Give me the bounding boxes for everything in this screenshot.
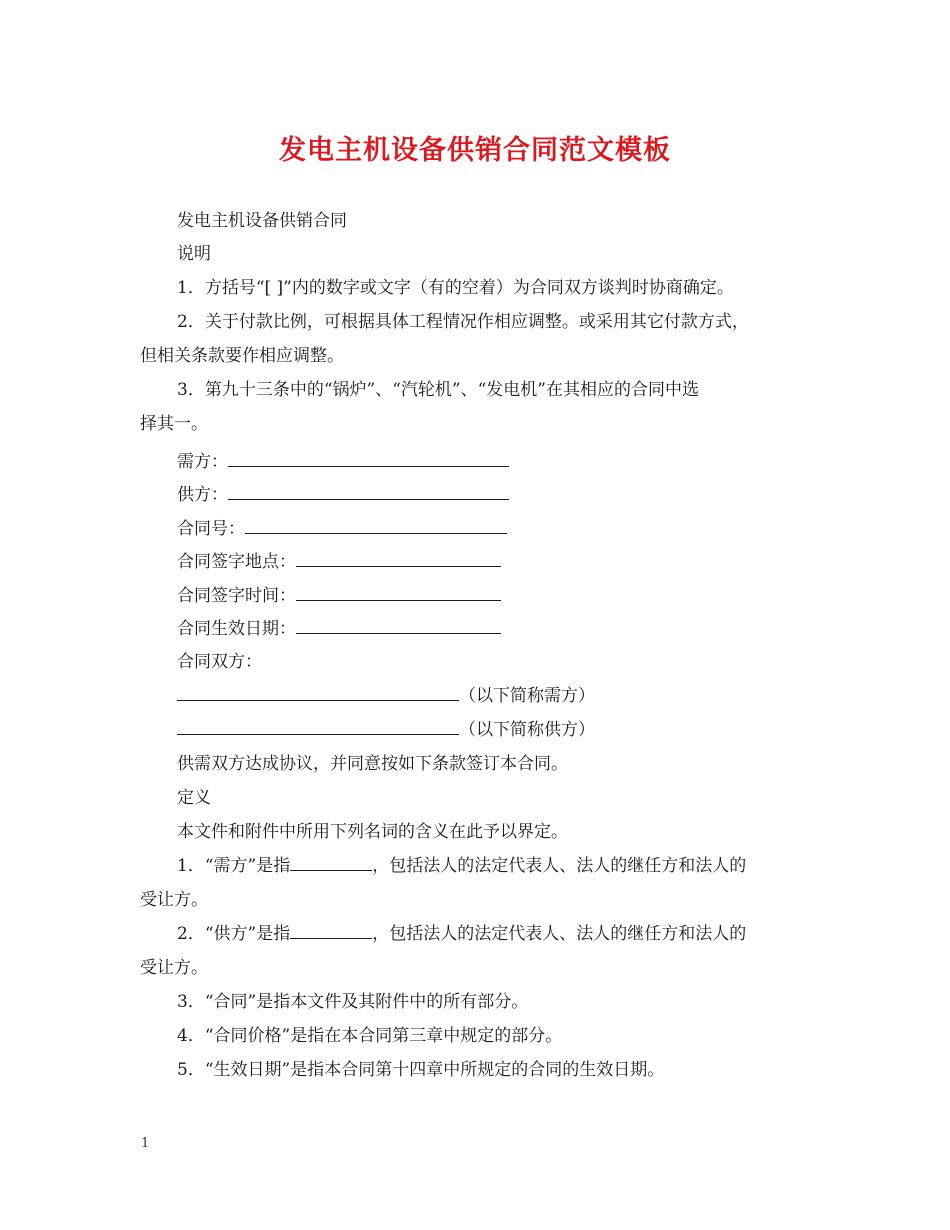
- effective-date-field: [177, 618, 501, 640]
- document-title: 发电主机设备供销合同范文模板: [279, 135, 671, 166]
- seller-alias: （以下简称供方）: [459, 720, 595, 740]
- sign-time-field: [177, 585, 501, 607]
- page-number: 1: [141, 1136, 150, 1151]
- seller-field: [177, 484, 509, 506]
- note-2-line-1: 2．关于付款比例，可根据具体工程情况作相应调整。或采用其它付款方式，: [177, 312, 749, 332]
- note-label: 说明: [177, 244, 211, 264]
- sign-place-blank[interactable]: [296, 551, 501, 567]
- seller-party-line: [177, 719, 595, 741]
- seller-blank[interactable]: [228, 484, 509, 500]
- buyer-party-line: [177, 685, 595, 707]
- note-3-line-2: 择其一。: [140, 414, 208, 434]
- buyer-alias: （以下简称需方）: [459, 686, 595, 706]
- definition-intro: 本文件和附件中所用下列名词的含义在此予以界定。: [177, 822, 568, 842]
- buyer-field: [177, 451, 509, 473]
- buyer-party-blank[interactable]: [177, 685, 459, 701]
- agreement-text: 供需双方达成协议，并同意按如下条款签订本合同。: [177, 754, 568, 774]
- seller-label: 供方：: [177, 485, 228, 505]
- seller-party-blank[interactable]: [177, 719, 459, 735]
- definition-4: 4．“合同价格”是指在本合同第三章中规定的部分。: [177, 1026, 563, 1046]
- sign-place-field: [177, 551, 501, 573]
- definition-3: 3．“合同”是指本文件及其附件中的所有部分。: [177, 992, 529, 1012]
- definition-label: 定义: [177, 788, 211, 808]
- effective-date-label: 合同生效日期：: [177, 619, 296, 639]
- contract-no-label: 合同号：: [177, 519, 245, 539]
- sign-time-label: 合同签字时间：: [177, 586, 296, 606]
- definition-2-line-1: [177, 923, 746, 945]
- definition-2-blank[interactable]: [290, 923, 372, 939]
- note-2-line-2: 但相关条款要作相应调整。: [140, 346, 344, 366]
- definition-1-suffix: ，包括法人的法定代表人、法人的继任方和法人的: [372, 856, 747, 876]
- definition-2-prefix: 2．“供方”是指: [177, 924, 291, 944]
- sign-time-blank[interactable]: [296, 585, 501, 601]
- contract-no-field: [177, 518, 507, 540]
- effective-date-blank[interactable]: [296, 618, 501, 634]
- definition-2-suffix: ，包括法人的法定代表人、法人的继任方和法人的: [372, 924, 747, 944]
- contract-no-blank[interactable]: [245, 518, 507, 534]
- note-1: 1．方括号“[ ]”内的数字或文字（有的空着）为合同双方谈判时协商确定。: [177, 278, 734, 298]
- definition-1-blank[interactable]: [290, 855, 372, 871]
- contract-heading: 发电主机设备供销合同: [177, 211, 347, 231]
- definition-1-line-1: [177, 855, 746, 877]
- note-3-line-1: 3．第九十三条中的“锅炉”、“汽轮机”、“发电机”在其相应的合同中选: [177, 380, 699, 400]
- definition-1-prefix: 1．“需方”是指: [177, 856, 291, 876]
- buyer-label: 需方：: [177, 452, 228, 472]
- buyer-blank[interactable]: [228, 451, 509, 467]
- sign-place-label: 合同签字地点：: [177, 552, 296, 572]
- definition-5: 5．“生效日期”是指本合同第十四章中所规定的合同的生效日期。: [177, 1060, 665, 1080]
- definition-2-line-2: 受让方。: [140, 958, 208, 978]
- definition-1-line-2: 受让方。: [140, 890, 208, 910]
- parties-label: 合同双方：: [177, 652, 262, 672]
